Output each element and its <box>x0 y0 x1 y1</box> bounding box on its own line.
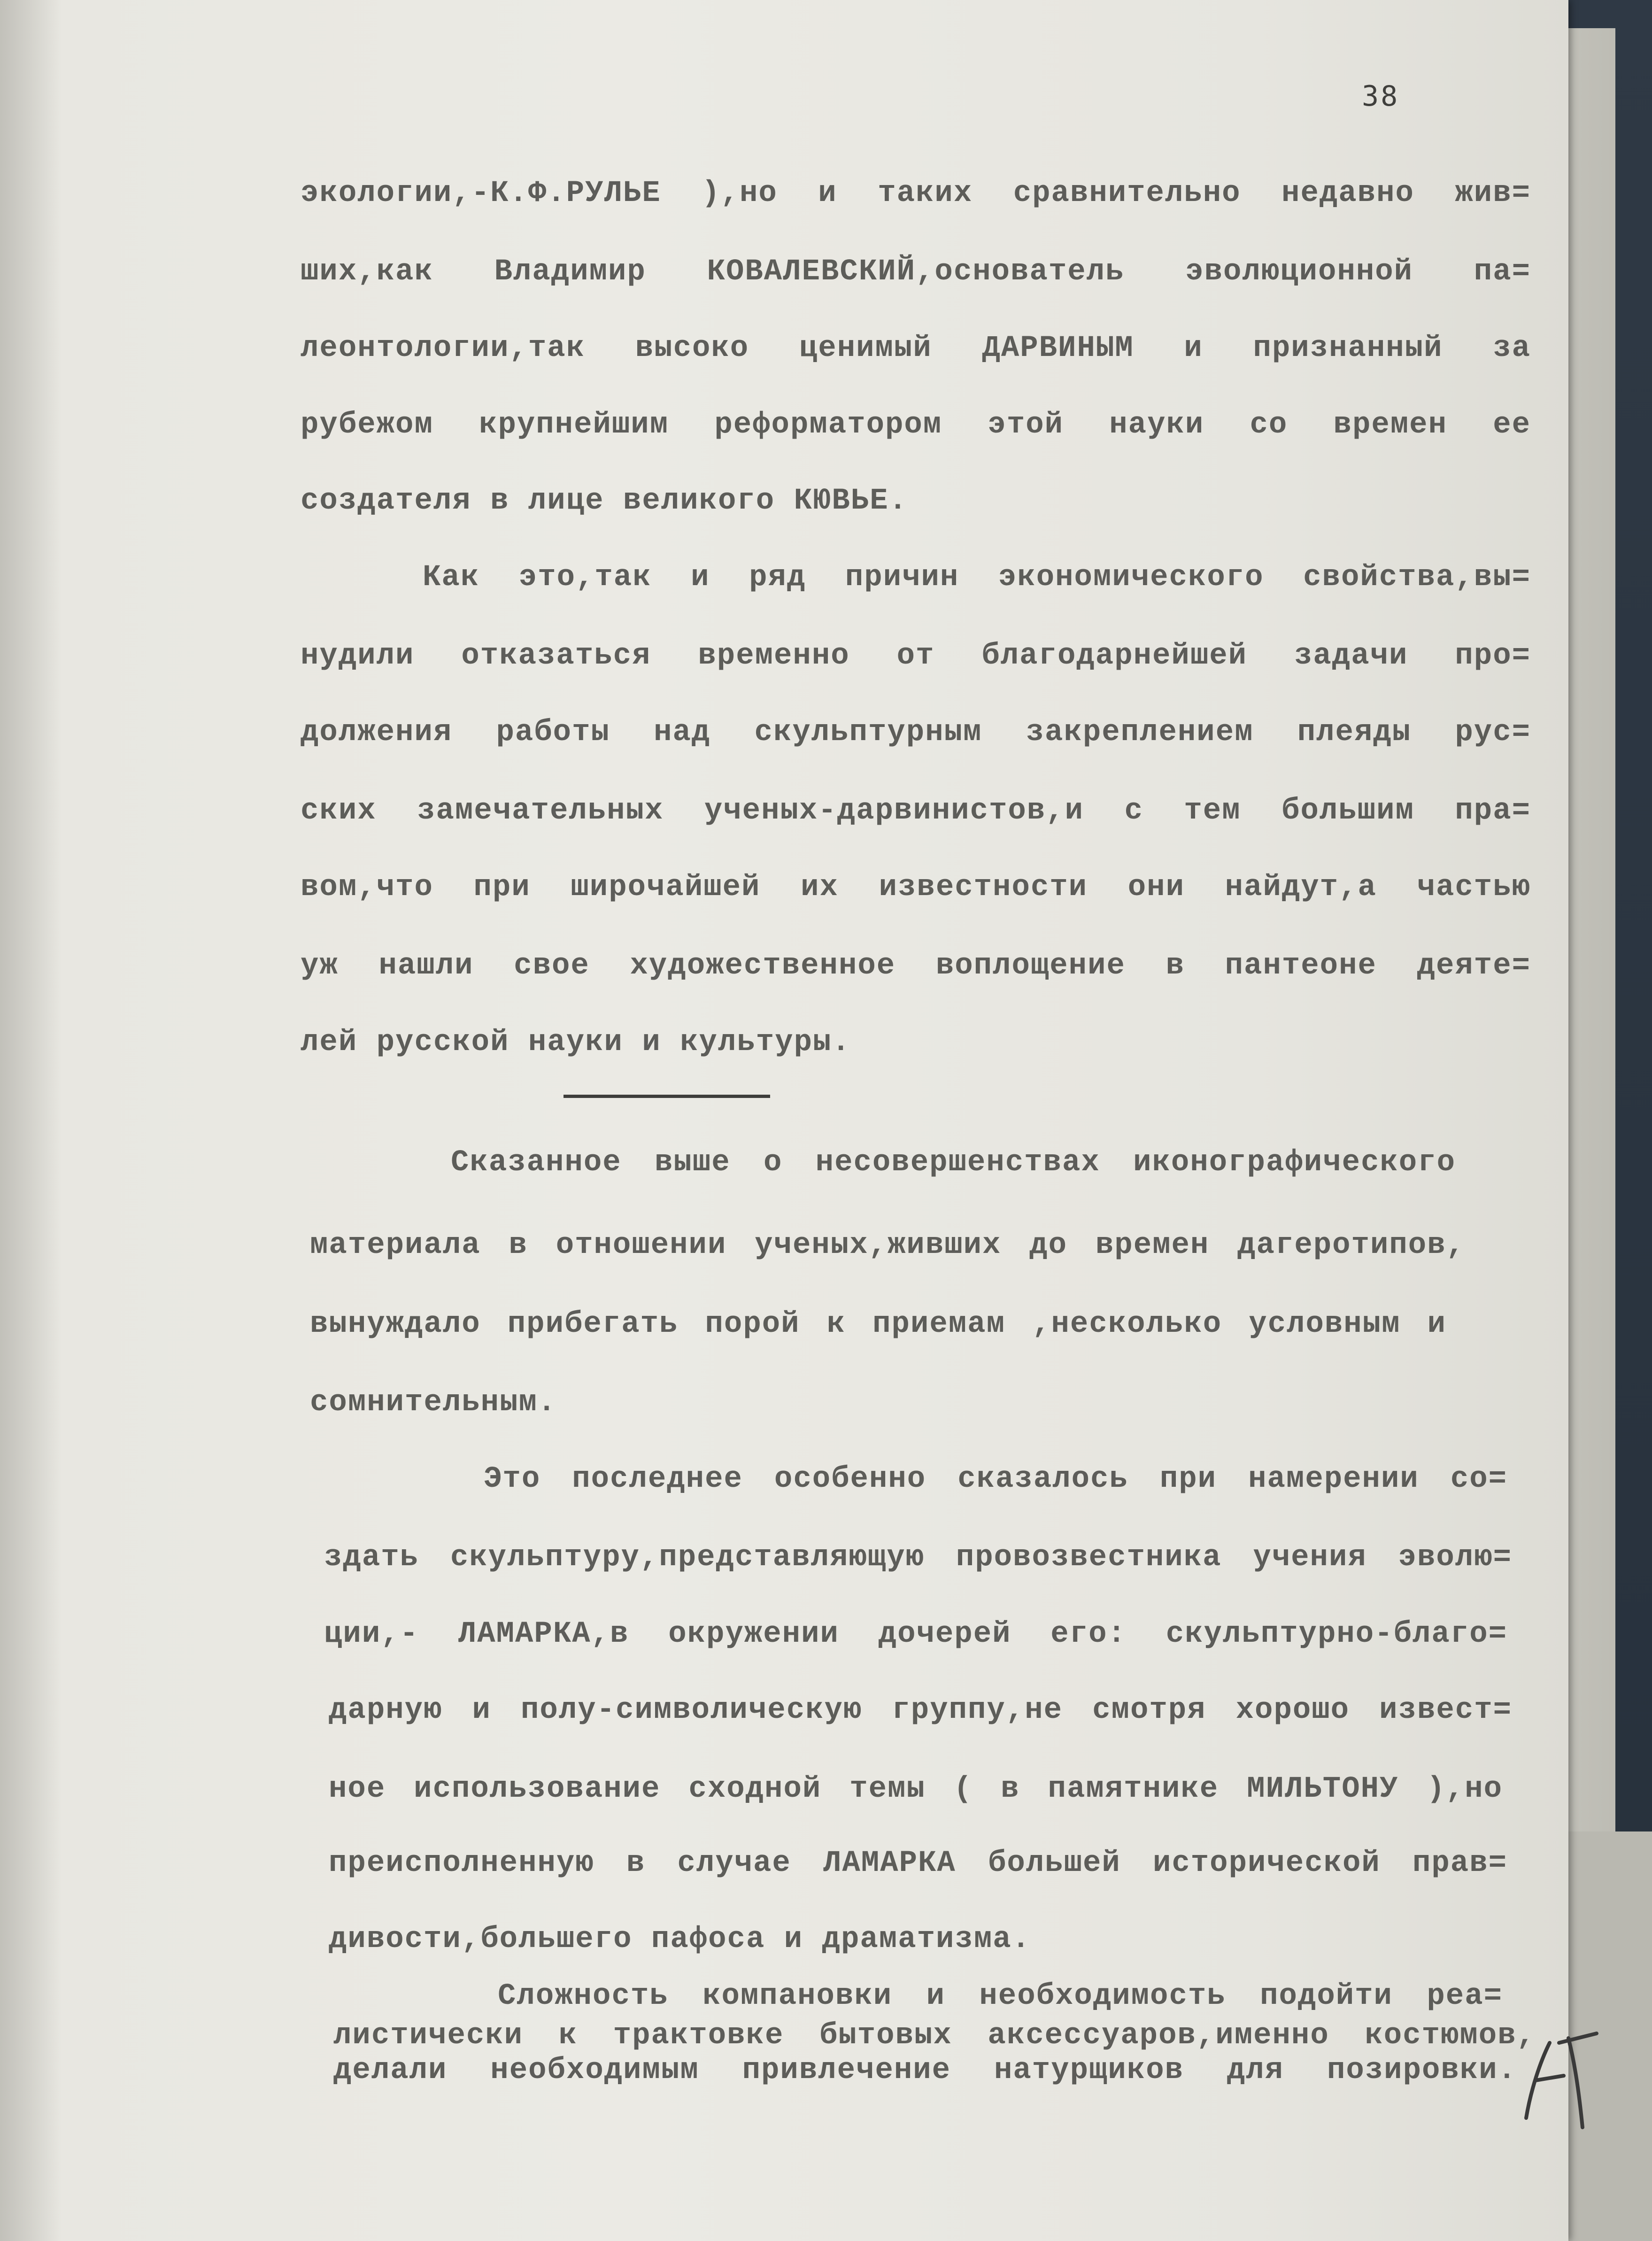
text-line: лей русской науки и культуры. <box>301 1026 851 1059</box>
text-line: Сказанное выше о несовершенствах иконографического <box>451 1146 1456 1180</box>
text-line: должения работы над скульптурным закреплением плеяды рус= <box>301 716 1531 750</box>
text-line: вом,что при широчайшей их известности они найдут,а частью <box>301 871 1531 904</box>
text-line: сомнительным. <box>310 1386 557 1420</box>
text-line: здать скульптуру,представляющую провозвестника учения эволю= <box>324 1541 1512 1575</box>
text-line: дивости,большего пафоса и драматизма. <box>329 1923 1031 1956</box>
page-number: 38 <box>1362 80 1400 113</box>
section-separator <box>564 1095 770 1098</box>
text-line: ских замечательных ученых-дарвинистов,и с тем большим пра= <box>301 794 1531 828</box>
text-line: уж нашли свое художественное воплощение в пантеоне деяте= <box>301 949 1531 983</box>
text-line: рубежом крупнейшим реформатором этой науки со времен ее <box>301 408 1531 442</box>
handwritten-mark <box>1512 2024 1606 2137</box>
text-line: дарную и полу-символическую группу,не смотря хорошо извест= <box>329 1693 1512 1727</box>
text-line: листически к трактовке бытовых аксессуаров,именно костюмов, <box>333 2019 1536 2053</box>
text-line: материала в отношении ученых,живших до времен дагеротипов, <box>310 1229 1465 1262</box>
text-line: вынуждало прибегать порой к приемам ,несколько условным и <box>310 1307 1446 1341</box>
text-line: создателя в лице великого КЮВЬЕ. <box>301 484 908 518</box>
text-line: леонтологии,так высоко ценимый ДАРВИНЫМ и признанный за <box>301 332 1531 365</box>
text-line: делали необходимым привлечение натурщиков для позировки. <box>333 2054 1517 2087</box>
text-line: ное использование сходной темы ( в памятнике МИЛЬТОНУ ),но <box>329 1772 1503 1806</box>
text-line: экологии,-К.Ф.РУЛЬЕ ),но и таких сравнительно недавно жив= <box>301 177 1531 210</box>
text-line: Как это,так и ряд причин экономического свойства,вы= <box>423 561 1531 595</box>
text-line: Это последнее особенно сказалось при намерении со= <box>484 1462 1507 1496</box>
text-line: ции,- ЛАМАРКА,в окружении дочерей его: скульптурно-благо= <box>324 1617 1507 1651</box>
text-line: нудили отказаться временно от благодарнейшей задачи про= <box>301 639 1531 673</box>
text-line: преисполненную в случае ЛАМАРКА большей исторической прав= <box>329 1847 1507 1880</box>
text-line: ших,как Владимир КОВАЛЕВСКИЙ,основатель эволюционной па= <box>301 255 1531 289</box>
text-line: Сложность компановки и необходимость подойти реа= <box>498 1979 1503 2013</box>
